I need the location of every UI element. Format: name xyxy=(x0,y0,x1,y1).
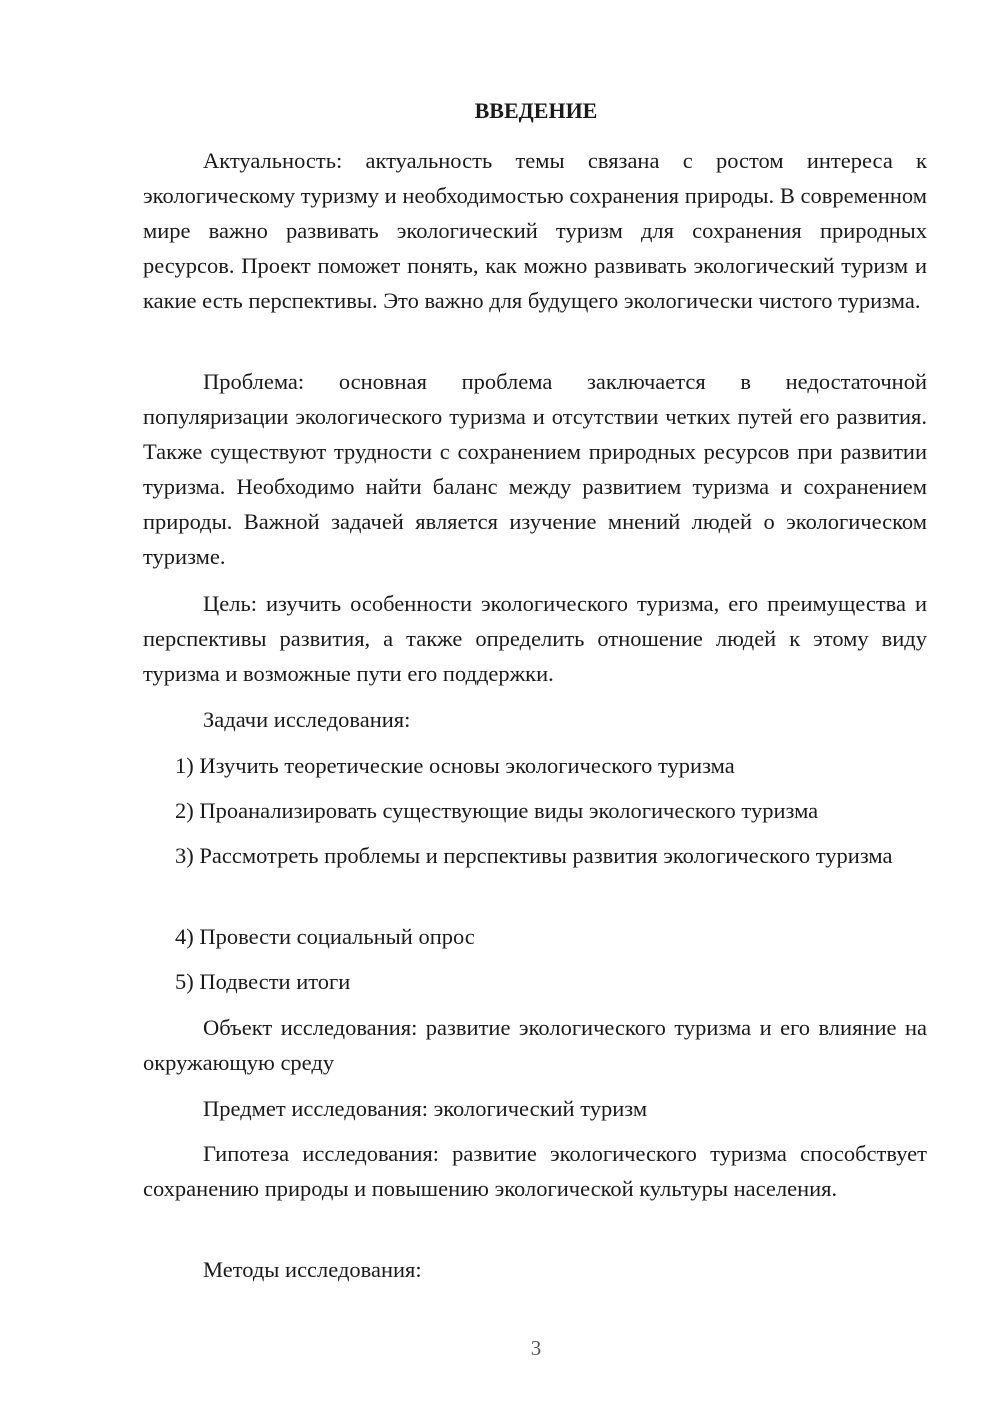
relevance-paragraph: Актуальность: актуальность темы связана с ростом интереса к экологическому туризму и необходимостью сохранения природы. В современном мире важно развивать экологический туризм для сохранения природных ресурсов. Проект поможет понять, как можно развивать экологический туризм и какие есть перспективы. Это важно для будущего экологически чистого туризма. xyxy=(143,148,927,313)
page-number: 3 xyxy=(530,1336,542,1360)
task-item-4: 4) Провести социальный опрос xyxy=(175,924,475,949)
goal-paragraph: Цель: изучить особенности экологического туризма, его преимущества и перспективы развития, а также определить отношение людей к этому виду туризма и возможные пути его поддержки. xyxy=(143,591,927,686)
task-item-5: 5) Подвести итоги xyxy=(175,969,351,994)
hypothesis-paragraph: Гипотеза исследования: развитие экологического туризма способствует сохранению природы и повышению экологической культуры населения. xyxy=(143,1141,927,1201)
methods-heading: Методы исследования: xyxy=(203,1257,422,1282)
task-item-1: 1) Изучить теоретические основы экологического туризма xyxy=(175,753,735,778)
object-paragraph: Объект исследования: развитие экологического туризма и его влияние на окружающую среду xyxy=(143,1015,927,1075)
task-item-2: 2) Проанализировать существующие виды экологического туризма xyxy=(175,798,819,823)
subject-paragraph: Предмет исследования: экологический туризм xyxy=(203,1096,648,1121)
section-title: ВВЕДЕНИЕ xyxy=(474,98,598,123)
task-item-3: 3) Рассмотреть проблемы и перспективы развития экологического туризма xyxy=(175,843,893,868)
tasks-heading: Задачи исследования: xyxy=(203,707,411,732)
problem-paragraph: Проблема: основная проблема заключается в недостаточной популяризации экологического туризма и отсутствии четких путей его развития. Также существуют трудности с сохранением природных ресурсов при развитии туризма. Необходимо найти баланс между развитием туризма и сохранением природы. Важной задачей является изучение мнений людей о экологическом туризме. xyxy=(143,369,927,569)
